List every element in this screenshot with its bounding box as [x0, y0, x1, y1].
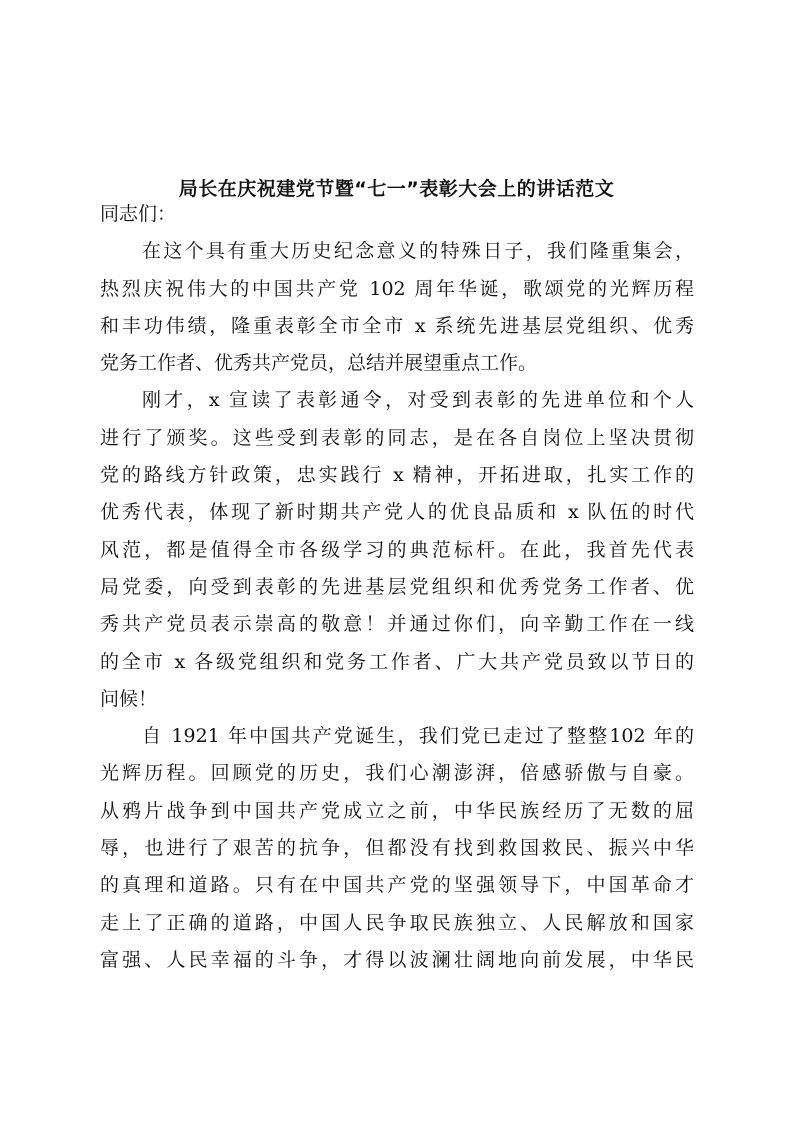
- paragraph-2-line-1: 刚才，x 宣读了表彰通令，对受到表彰的先进单位和个人: [142, 389, 694, 412]
- paragraph-3-line-2: 光辉历程。回顾党的历史，我们心潮澎湃，倍感骄傲与自豪。: [100, 762, 694, 785]
- document-title: 局长在庆祝建党节暨“七一”表彰大会上的讲话范文: [178, 178, 615, 200]
- paragraph-2-line-9: 问候！: [100, 687, 158, 710]
- paragraph-2-line-2: 进行了颁奖。这些受到表彰的同志，是在各自岗位上坚决贯彻: [100, 426, 694, 449]
- paragraph-2-line-6: 局党委，向受到表彰的先进基层党组织和优秀党务工作者、优: [100, 575, 694, 598]
- paragraph-3-line-5: 的真理和道路。只有在中国共产党的坚强领导下，中国革命才: [100, 874, 694, 897]
- paragraph-2-line-8: 的全市 x 各级党组织和党务工作者、广大共产党员致以节日的: [100, 650, 694, 673]
- paragraph-2-line-5: 风范，都是值得全市各级学习的典范标杆。在此，我首先代表: [100, 538, 694, 561]
- salutation: 同志们：: [100, 203, 177, 225]
- paragraph-2-line-3: 党的路线方针政策，忠实践行 x 精神，开拓进取，扎实工作的: [100, 464, 694, 487]
- paragraph-2-line-7: 秀共产党员表示崇高的敬意！并通过你们，向辛勤工作在一线: [100, 613, 694, 636]
- paragraph-3-line-4: 辱，也进行了艰苦的抗争，但都没有找到救国救民、振兴中华: [100, 837, 694, 860]
- paragraph-1-line-1: 在这个具有重大历史纪念意义的特殊日子，我们隆重集会，: [142, 240, 694, 263]
- paragraph-3-line-6: 走上了正确的道路，中国人民争取民族独立、人民解放和国家: [100, 911, 694, 934]
- paragraph-1-line-3: 和丰功伟绩，隆重表彰全市全市 x 系统先进基层党组织、优秀: [100, 314, 694, 337]
- paragraph-2-line-4: 优秀代表，体现了新时期共产党人的优良品质和 x 队伍的时代: [100, 501, 694, 524]
- paragraph-3-line-1: 自 1921 年中国共产党诞生，我们党已走过了整整102 年的: [142, 725, 694, 748]
- paragraph-1-line-4: 党务工作者、优秀共产党员，总结并展望重点工作。: [100, 352, 538, 375]
- paragraph-3-line-3: 从鸦片战争到中国共产党成立之前，中华民族经历了无数的屈: [100, 799, 694, 822]
- paragraph-1-line-2: 热烈庆祝伟大的中国共产党 102 周年华诞，歌颂党的光辉历程: [100, 277, 694, 300]
- paragraph-3-line-7: 富强、人民幸福的斗争，才得以波澜壮阔地向前发展，中华民: [100, 948, 694, 971]
- document-body: [100, 196, 694, 979]
